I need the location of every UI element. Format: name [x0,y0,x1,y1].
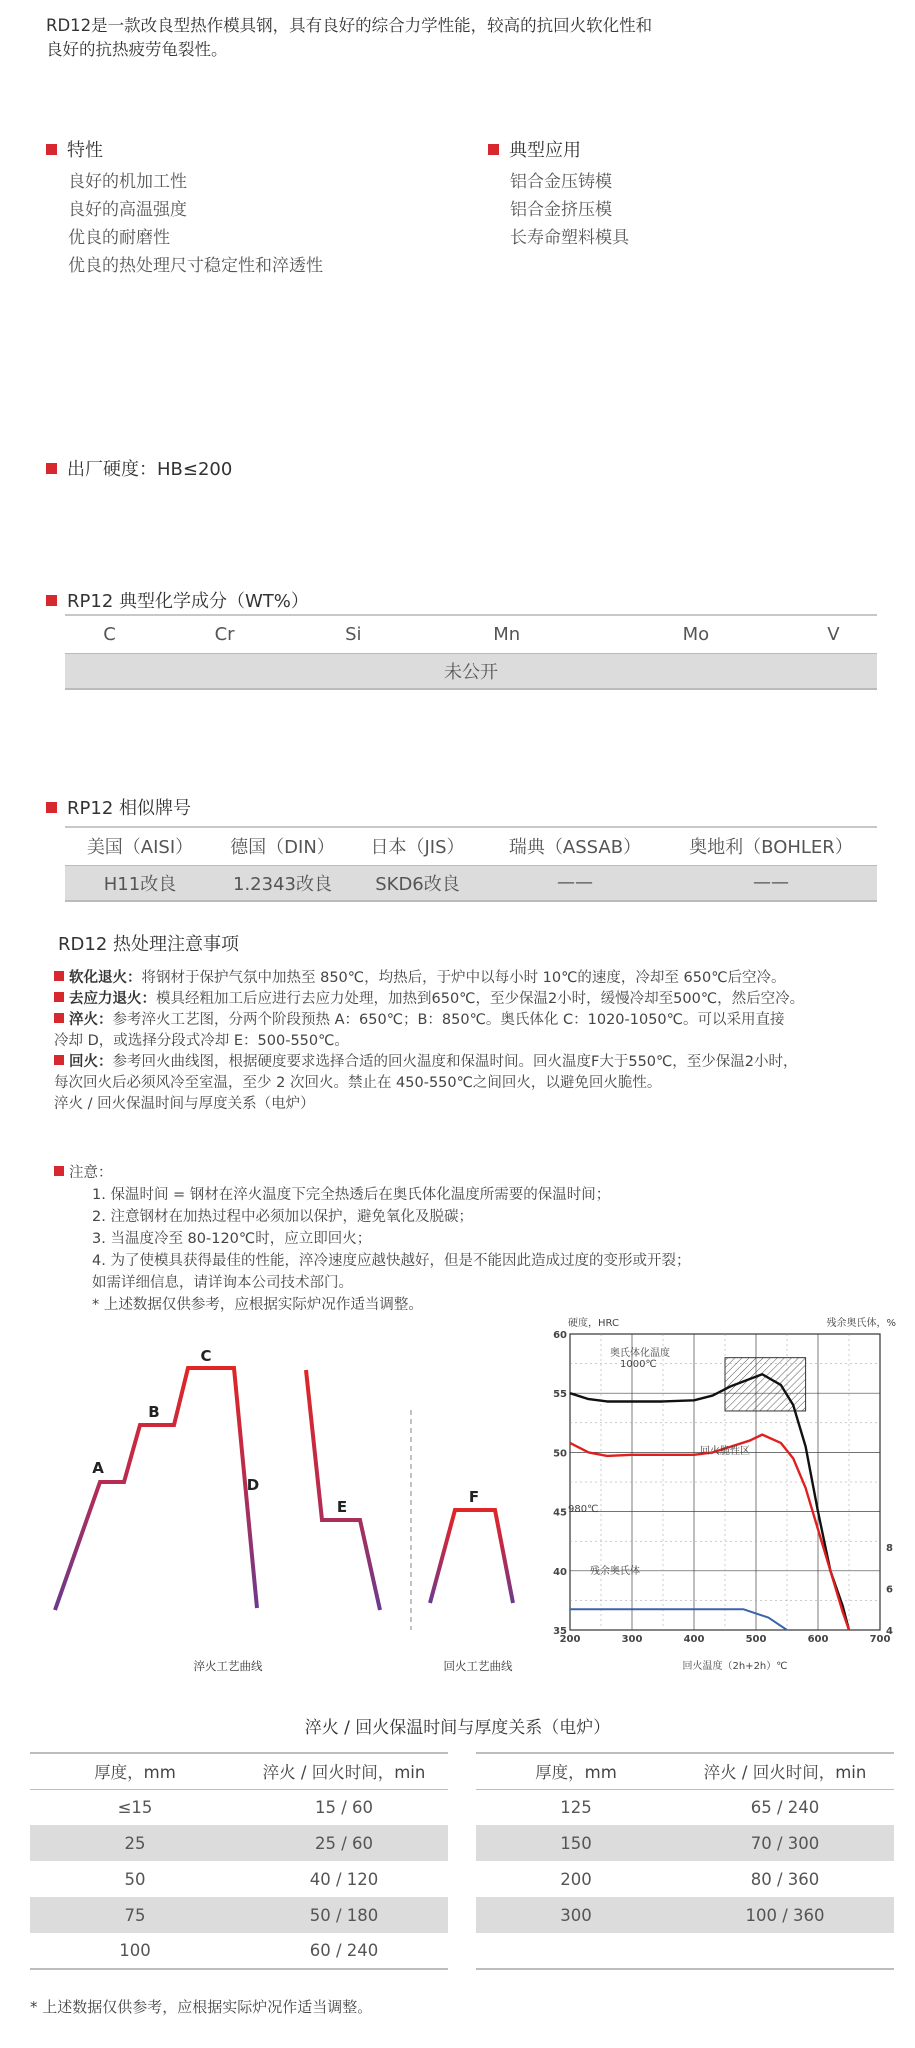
thickness-cell: 125 [560,1797,592,1817]
feature-item: 良好的高温强度 [68,200,187,220]
annotation-aust1: 奥氏体化温度 [610,1348,670,1359]
intro-line-1: RD12是一款改良型热作模具钢，具有良好的综合力学性能，较高的抗回火软化性和 [46,16,653,35]
x-tick-label: 600 [807,1634,829,1645]
time-cell: 40 / 120 [309,1869,379,1889]
bullet-square-icon [46,144,57,155]
thickness-cell: 300 [476,1897,676,1933]
bullet-square-icon [46,463,57,474]
application-item: 铝合金挤压模 [510,200,612,220]
applications-section [488,136,629,252]
note-item: 4. 为了使模具获得最佳的性能，淬冷速度应越快越好，但是不能因此造成过度的变形或开裂； [92,1253,691,1269]
thickness-cell: 50 [124,1869,146,1889]
quench-cooling-curve [306,1370,380,1610]
element-header: Mo [602,615,790,653]
relation-note: 淬火 / 回火保温时间与厚度关系（电炉） [54,1096,315,1112]
x-tick-label: 500 [745,1634,767,1645]
series-line-retained [570,1609,787,1630]
thickness-header: 厚度，mm [30,1753,240,1789]
table-row [30,1825,448,1861]
y-tick-label: 55 [553,1389,567,1401]
y-axis-label: 硬度，HRC [568,1318,619,1329]
soak-header-row [476,1753,894,1789]
bullet-square-icon [46,595,57,606]
heat-treatment-title: RD12 热处理注意事项 [58,934,239,955]
hardness-label: 出厂硬度：HB≤200 [46,455,232,481]
soft-anneal-paragraph: 软化退火：将钢材于保护气氛中加热至 850℃，均热后，于炉中以每小时 10℃的速度，冷却至 650℃后空冷。 [54,968,904,989]
feature-item: 良好的机加工性 [68,172,187,192]
footer-note: * 上述数据仅供参考，应根据实际炉况作适当调整。 [30,1998,373,2016]
soak-header-row [30,1753,448,1789]
table-row [30,1789,448,1825]
bullet-square-icon [54,1055,64,1065]
notes-title: 注意： [54,1162,854,1184]
temper-paragraph-cont: 每次回火后必须风冷至室温，至少 2 次回火。禁止在 450-550℃之间回火，以避免回火脆性。 [54,1075,662,1091]
annotation-retained: 残余奥氏体 [590,1566,640,1577]
x-tick-label: 400 [683,1634,705,1645]
empty-cell [476,1933,676,1969]
table-row [30,1861,448,1897]
notes-section [54,1162,854,1316]
composition-value: 未公开 [65,653,877,689]
x-axis-label: 回火温度（2h+2h）℃ [682,1661,788,1672]
temper-paragraph: 回火：参考回火曲线图，根据硬度要求选择合适的回火温度和保温时间。回火温度F大于550℃，至少保温2小时， [54,1052,904,1073]
y-tick-label: 45 [553,1507,567,1519]
y-tick-label: 40 [553,1566,567,1578]
features-section [46,136,323,280]
note-item: * 上述数据仅供参考，应根据实际炉况作适当调整。 [92,1297,423,1313]
annotation-aust2: 1000℃ [620,1359,657,1370]
tempering-chart [540,1312,900,1677]
series-line-980C [570,1435,849,1630]
time-cell: 80 / 360 [750,1869,820,1889]
element-header: Cr [154,615,295,653]
element-header: Si [295,615,411,653]
bullet-square-icon [54,971,64,981]
country-header: 美国（AISI） [65,827,215,865]
series-line-1000C [570,1374,849,1630]
thickness-cell: 25 [30,1825,240,1861]
thickness-header: 厚度，mm [476,1753,676,1789]
composition-value-row [65,653,877,689]
stage-label-a: A [92,1459,104,1477]
equivalents-title: RP12 相似牌号 [46,794,191,820]
note-item: 2. 注意钢材在加热过程中必须加以保护，避免氧化及脱碳； [92,1209,473,1225]
quench-caption: 淬火工艺曲线 [193,1659,263,1673]
equivalents-header-row [65,827,877,865]
country-header: 德国（DIN） [215,827,350,865]
feature-item: 优良的耐磨性 [68,228,170,248]
intro-text [46,14,652,62]
x-tick-label: 300 [621,1634,643,1645]
note-item: 如需详细信息，请详询本公司技术部门。 [92,1275,353,1291]
x-tick-label: 200 [559,1634,581,1645]
grade-value: H11改良 [65,865,215,901]
temper-curve [430,1510,513,1603]
heat-treatment-body [54,968,904,1115]
thickness-cell: ≤15 [117,1797,153,1817]
time-cell: 15 / 60 [314,1797,374,1817]
chart-series [570,1374,849,1630]
y2-tick-label: 4 [886,1626,893,1637]
equivalents-value-row [65,865,877,901]
time-cell: 60 / 240 [240,1933,448,1969]
stage-label-c: C [200,1347,212,1365]
bullet-square-icon [46,802,57,813]
table-row [476,1933,894,1969]
composition-table [65,614,877,690]
time-cell: 65 / 240 [750,1797,820,1817]
intro-line-2: 良好的抗热疲劳龟裂性。 [46,40,228,59]
table-row [30,1897,448,1933]
thickness-cell: 75 [30,1897,240,1933]
annotation-980: 980℃ [568,1504,599,1515]
element-header: Mn [411,615,602,653]
time-cell: 100 / 360 [676,1897,894,1933]
soak-table-title: 淬火 / 回火保温时间与厚度关系（电炉） [304,1718,611,1738]
y-tick-label: 50 [553,1448,567,1460]
bullet-square-icon [54,992,64,1002]
element-header: V [790,615,877,653]
application-item: 铝合金压铸模 [510,172,612,192]
soak-table-left [30,1752,448,1970]
bullet-square-icon [488,144,499,155]
grade-value: —— [665,865,877,901]
stage-label-f: F [468,1488,480,1506]
equivalents-table [65,826,877,902]
stage-label-e: E [336,1498,348,1516]
x-tick-label: 700 [869,1634,891,1645]
time-header: 淬火 / 回火时间，min [676,1753,894,1789]
annotation-brittle: 回火脆性区 [700,1446,750,1457]
country-header: 日本（JIS） [350,827,485,865]
thickness-cell: 200 [560,1869,592,1889]
time-cell: 50 / 180 [240,1897,448,1933]
application-item: 长寿命塑料模具 [510,228,629,248]
table-row [476,1861,894,1897]
thickness-cell: 150 [476,1825,676,1861]
table-row [30,1933,448,1969]
table-row [476,1789,894,1825]
stress-relief-paragraph: 去应力退火：模具经粗加工后应进行去应力处理，加热到650℃，至少保温2小时，缓慢冷却至500℃，然后空冷。 [54,989,904,1010]
soak-table-right [476,1752,894,1970]
quench-paragraph: 淬火：参考淬火工艺图，分两个阶段预热 A：650℃；B：850℃。奥氏体化 C：1020-1050℃。可以采用直接 [54,1010,904,1031]
applications-title: 典型应用 [488,136,629,162]
features-title: 特性 [46,136,323,162]
y2-tick-label: 6 [886,1584,893,1596]
thickness-cell: 100 [30,1933,240,1969]
composition-title: RP12 典型化学成分（WT%） [46,587,309,613]
bullet-square-icon [54,1166,64,1176]
note-item: 3. 当温度冷至 80-120℃时，应立即回火； [92,1231,372,1247]
process-diagram [40,1340,540,1685]
empty-cell [676,1933,894,1969]
chart-ticks [553,1330,893,1645]
y2-axis-label: 残余奥氏体，% [826,1318,896,1329]
country-header: 瑞典（ASSAB） [485,827,665,865]
table-row [476,1825,894,1861]
time-cell: 25 / 60 [240,1825,448,1861]
grade-value: 1.2343改良 [215,865,350,901]
grade-value: —— [485,865,665,901]
bullet-square-icon [54,1013,64,1023]
composition-header-row [65,615,877,653]
temper-caption: 回火工艺曲线 [443,1659,513,1673]
element-header: C [65,615,154,653]
quench-paragraph-cont: 冷却 D，或选择分段式冷却 E：500-550℃。 [54,1033,349,1049]
country-header: 奥地利（BOHLER） [665,827,877,865]
table-row [476,1897,894,1933]
y-tick-label: 35 [553,1626,567,1637]
grade-value: SKD6改良 [350,865,485,901]
feature-item: 优良的热处理尺寸稳定性和淬透性 [68,256,323,276]
time-cell: 70 / 300 [676,1825,894,1861]
y-tick-label: 60 [553,1330,567,1341]
y2-tick-label: 8 [886,1543,893,1555]
stage-label-d: D [246,1476,260,1494]
note-item: 1. 保温时间 = 钢材在淬火温度下完全热透后在奥氏体化温度所需要的保温时间； [92,1187,611,1203]
stage-label-b: B [148,1403,160,1421]
time-header: 淬火 / 回火时间，min [240,1753,448,1789]
